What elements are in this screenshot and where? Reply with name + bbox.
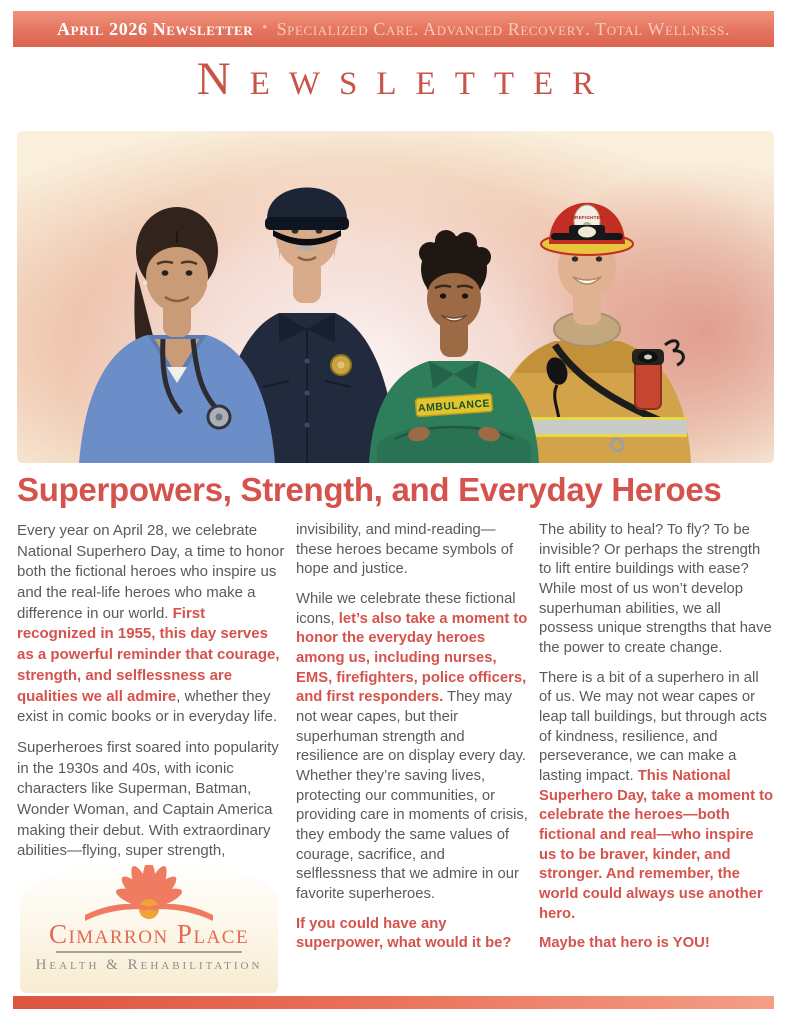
emphasis-text: If you could have any superpower, what would it be? [296,915,512,952]
body-text: , whether they exist in comic books or in everyday life. [17,687,278,726]
masthead-title: Newsletter [196,53,614,105]
body-text: The ability to heal? To fly? To be invisible? Or perhaps the strength to lift entire buildings with ease? While most of us won’t develop superhuman abilities, we all possess unique strengths that have the power to create change. [539,522,772,657]
paragraph [17,521,285,728]
bottom-accent-bar [13,996,774,1009]
logo-subtitle: Health & Rehabilitation [35,957,263,973]
first-responders-illustration [17,131,774,463]
emphasis-text: let’s also take a moment to honor the everyday heroes among us, including nurses, EMS, firefighters, police officers, and first responders. [296,610,528,706]
paragraph [539,934,774,954]
police-badge-icon [331,355,351,375]
logo-card [20,861,278,993]
body-text: While we celebrate these fictional icons, [296,591,516,627]
tagline: Specialized Care. Advanced Recovery. Total Wellness. [276,18,731,39]
cimarron-flower-sun-icon [83,865,215,923]
logo-name: Cimarron Place [48,919,250,949]
bullet-separator: • [262,19,268,36]
ambulance-patch-label: AMBULANCE [417,397,491,415]
article-column-2 [296,521,528,964]
paragraph [539,521,774,659]
emphasis-text: This National Superhero Day, take a moment to celebrate the heroes—both fictional and real—who inspire us to be braver, kinder, and stronger. And remember, the world could always use another hero. [539,768,774,922]
body-text: invisibility, and mind-reading—these heroes became symbols of hope and justice. [296,522,514,578]
body-text: They may not wear capes, but their superhuman strength and resilience are on display every day. Whether they’re saving lives, protecting our communities, or providing care in moments of crisis, they embody the same values of courage, sacrifice, and selflessness that we admire in our favorite superheroes. [296,689,528,903]
paragraph [296,521,528,580]
body-text: Superheroes first soared into popularity in the 1930s and 40s, with iconic characters like Superman, Batman, Wonder Woman, and Captain America making their debut. With extraordinary abilities—flying, super strength, [17,738,279,860]
paragraph [296,590,528,905]
logo-divider [56,951,242,953]
emphasis-text: First recognized in 1955, this day serves as a powerful reminder that courage, strength, and selflessness are qualities we all admire [17,604,280,705]
article-headline: Superpowers, Strength, and Everyday Heroes [17,471,722,508]
emphasis-text: Maybe that hero is YOU! [539,935,710,952]
paragraph [296,915,528,954]
body-text: Every year on April 28, we celebrate National Superhero Day, a time to honor both the fictional heroes who inspire us and the real-life heroes who make a difference in our world. [17,522,285,622]
issue-label: April 2026 Newsletter [56,18,254,39]
paragraph [539,669,774,925]
paragraph [17,738,285,862]
article-column-3 [539,521,774,964]
hero-image [17,131,774,463]
firefighter-helmet-label: FIREFIGHTER [570,215,604,220]
top-banner [13,11,774,47]
body-text: There is a bit of a superhero in all of us. We may not wear capes or leap tall buildings, but through acts of kindness, resilience, and perseverance, we can make a lasting impact. [539,669,767,785]
